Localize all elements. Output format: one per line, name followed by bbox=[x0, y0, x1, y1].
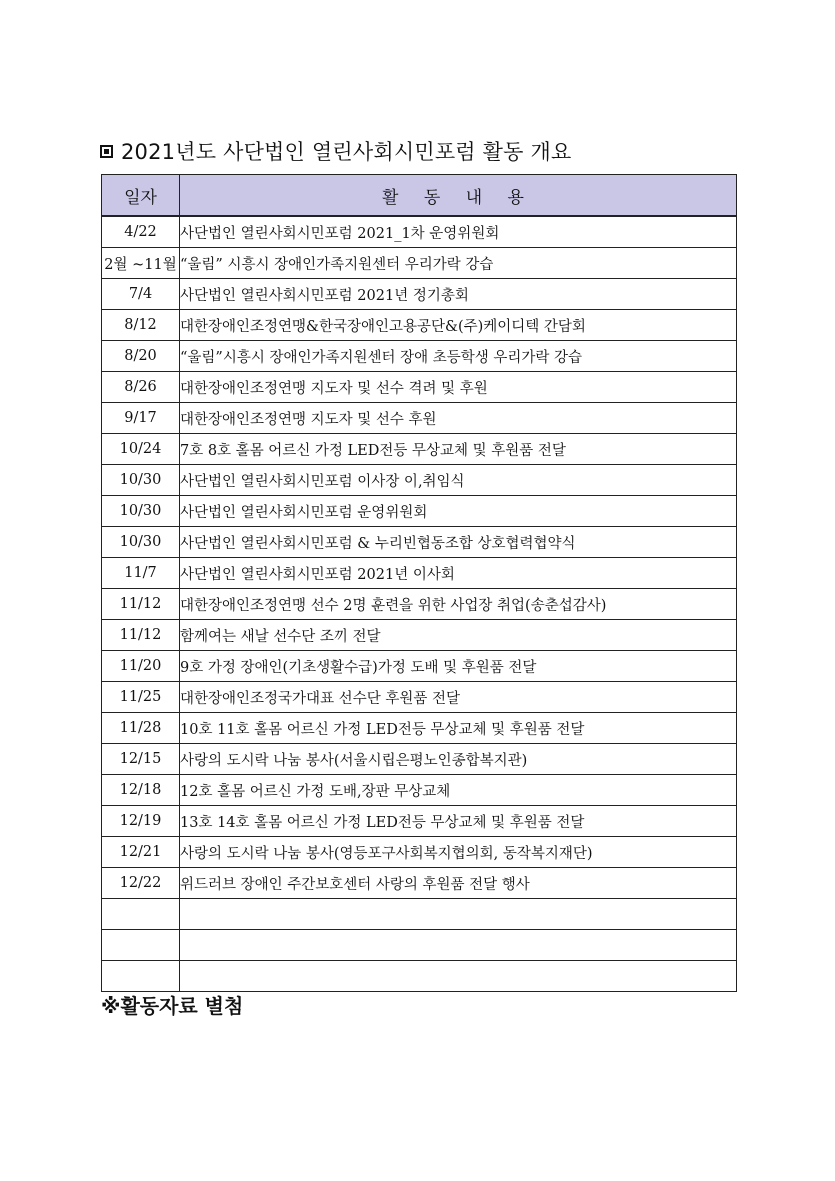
row-content bbox=[180, 899, 737, 930]
table-row bbox=[102, 806, 737, 837]
table-row bbox=[102, 837, 737, 868]
row-content: 사랑의 도시락 나눔 봉사(서울시립은평노인종합복지관) bbox=[180, 744, 737, 775]
row-date: 11/20 bbox=[102, 651, 180, 682]
row-date: 12/22 bbox=[102, 868, 180, 899]
row-date bbox=[102, 899, 180, 930]
page-title bbox=[100, 136, 572, 166]
row-date: 11/7 bbox=[102, 558, 180, 589]
row-date: 8/26 bbox=[102, 372, 180, 403]
table-row bbox=[102, 589, 737, 620]
row-date: 11/12 bbox=[102, 620, 180, 651]
table-row bbox=[102, 279, 737, 310]
table-header-row bbox=[102, 175, 737, 217]
table-row bbox=[102, 868, 737, 899]
row-date: 10/24 bbox=[102, 434, 180, 465]
table-row bbox=[102, 496, 737, 527]
table-row bbox=[102, 961, 737, 992]
table-row bbox=[102, 558, 737, 589]
row-date: 12/18 bbox=[102, 775, 180, 806]
table-row bbox=[102, 310, 737, 341]
table-row bbox=[102, 527, 737, 558]
row-content: 9호 가정 장애인(기초생활수급)가정 도배 및 후원품 전달 bbox=[180, 651, 737, 682]
table-row bbox=[102, 775, 737, 806]
row-content: 사랑의 도시락 나눔 봉사(영등포구사회복지협의회, 동작복지재단) bbox=[180, 837, 737, 868]
activity-table bbox=[101, 174, 737, 992]
table-row bbox=[102, 434, 737, 465]
row-content: “울림”시흥시 장애인가족지원센터 장애 초등학생 우리가락 강습 bbox=[180, 341, 737, 372]
table-row bbox=[102, 372, 737, 403]
attachment-note: ※활동자료 별첨 bbox=[101, 994, 244, 1018]
row-content: 대한장애인조정연맹 선수 2명 훈련을 위한 사업장 취업(송춘섭감사) bbox=[180, 589, 737, 620]
row-date: 10/30 bbox=[102, 496, 180, 527]
row-content bbox=[180, 961, 737, 992]
table-row bbox=[102, 341, 737, 372]
row-content: 위드러브 장애인 주간보호센터 사랑의 후원품 전달 행사 bbox=[180, 868, 737, 899]
table-row bbox=[102, 744, 737, 775]
table-row bbox=[102, 248, 737, 279]
table-row bbox=[102, 713, 737, 744]
table-row bbox=[102, 465, 737, 496]
row-content: 7호 8호 홀몸 어르신 가정 LED전등 무상교체 및 후원품 전달 bbox=[180, 434, 737, 465]
table-row bbox=[102, 620, 737, 651]
row-date: 10/30 bbox=[102, 465, 180, 496]
row-content: 사단법인 열린사회시민포럼 이사장 이,취임식 bbox=[180, 465, 737, 496]
row-date: 8/20 bbox=[102, 341, 180, 372]
row-content: 대한장애인조정국가대표 선수단 후원품 전달 bbox=[180, 682, 737, 713]
row-date: 2월 ~11월 bbox=[102, 248, 180, 279]
row-date: 12/19 bbox=[102, 806, 180, 837]
row-content: 사단법인 열린사회시민포럼 2021년 이사회 bbox=[180, 558, 737, 589]
header-content: 활 동 내 용 bbox=[180, 175, 737, 217]
page-title-text: 2021년도 사단법인 열린사회시민포럼 활동 개요 bbox=[121, 140, 572, 164]
row-date: 9/17 bbox=[102, 403, 180, 434]
row-date: 10/30 bbox=[102, 527, 180, 558]
header-date: 일자 bbox=[102, 175, 180, 217]
row-content: 대한장애인조정연맹 지도자 및 선수 후원 bbox=[180, 403, 737, 434]
row-date: 11/28 bbox=[102, 713, 180, 744]
row-date: 7/4 bbox=[102, 279, 180, 310]
row-content: 대한장애인조정연맹 지도자 및 선수 격려 및 후원 bbox=[180, 372, 737, 403]
row-content: 사단법인 열린사회시민포럼 운영위원회 bbox=[180, 496, 737, 527]
row-date: 11/25 bbox=[102, 682, 180, 713]
row-content: 사단법인 열린사회시민포럼 2021_1차 운영위원회 bbox=[180, 216, 737, 248]
row-content: 함께여는 새날 선수단 조끼 전달 bbox=[180, 620, 737, 651]
row-date: 12/15 bbox=[102, 744, 180, 775]
row-date bbox=[102, 961, 180, 992]
row-content: 12호 홀몸 어르신 가정 도배,장판 무상교체 bbox=[180, 775, 737, 806]
row-content: 13호 14호 홀몸 어르신 가정 LED전등 무상교체 및 후원품 전달 bbox=[180, 806, 737, 837]
table-row bbox=[102, 216, 737, 248]
filled-square-icon bbox=[100, 145, 113, 158]
table-row bbox=[102, 930, 737, 961]
table-body bbox=[102, 216, 737, 992]
row-date: 4/22 bbox=[102, 216, 180, 248]
row-content bbox=[180, 930, 737, 961]
table-row bbox=[102, 403, 737, 434]
row-content: “울림” 시흥시 장애인가족지원센터 우리가락 강습 bbox=[180, 248, 737, 279]
row-content: 사단법인 열린사회시민포럼 2021년 정기총회 bbox=[180, 279, 737, 310]
table-row bbox=[102, 682, 737, 713]
row-content: 10호 11호 홀몸 어르신 가정 LED전등 무상교체 및 후원품 전달 bbox=[180, 713, 737, 744]
row-date: 12/21 bbox=[102, 837, 180, 868]
table-row bbox=[102, 651, 737, 682]
row-date: 8/12 bbox=[102, 310, 180, 341]
row-date bbox=[102, 930, 180, 961]
table-row bbox=[102, 899, 737, 930]
row-content: 대한장애인조정연맹&한국장애인고용공단&(주)케이디텍 간담회 bbox=[180, 310, 737, 341]
row-content: 사단법인 열린사회시민포럼 & 누리빈협동조합 상호협력협약식 bbox=[180, 527, 737, 558]
row-date: 11/12 bbox=[102, 589, 180, 620]
